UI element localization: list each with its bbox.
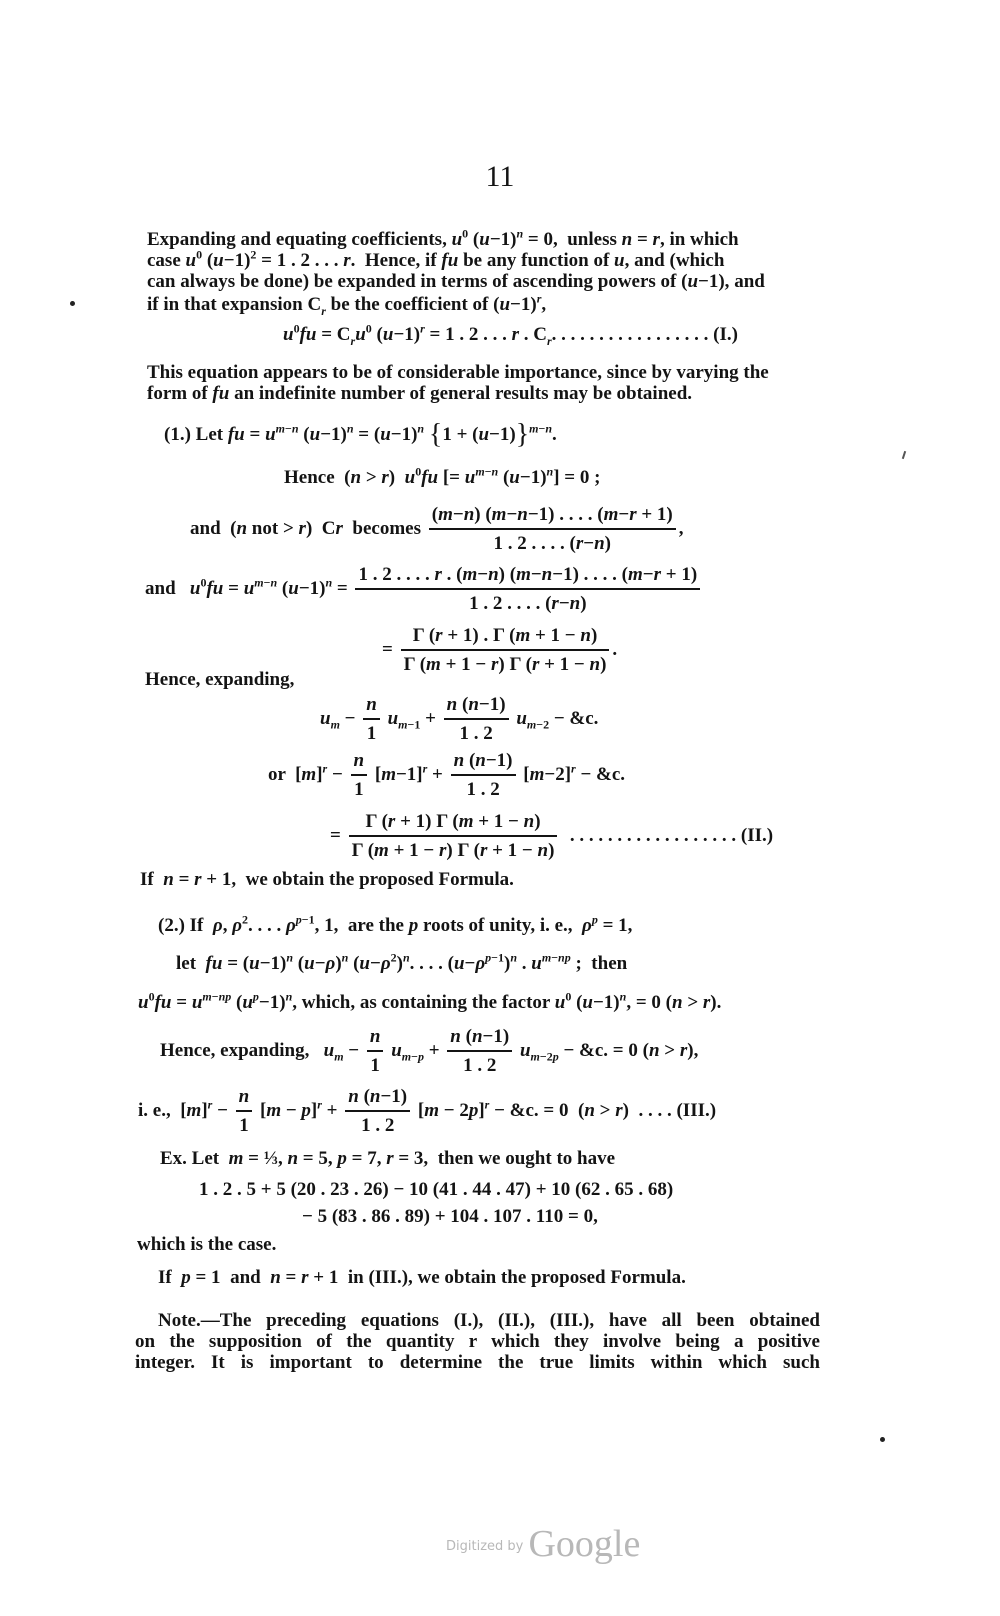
text-span: if in that expansion — [147, 294, 303, 315]
text-span: and (which — [634, 250, 725, 271]
text-line-1: Expanding and equating coefficients, $u^0$ $(u-1)^n = 0$, unless n = r, in which — [147, 226, 739, 250]
fraction: $\frac{(m-n) (m-n-1) . . . . (m-r + 1)}{1 . 2 . . . . (r-n)}$ — [429, 503, 676, 556]
fraction: $\frac{n}{1}$ — [363, 693, 380, 746]
text-span: then we ought to have — [437, 1148, 616, 1169]
note-line-1 — [158, 1310, 820, 1332]
text-span: &c. — [579, 1039, 609, 1061]
scan-speck — [880, 1437, 885, 1442]
text-span: then — [591, 953, 628, 974]
text-line-2: case $u^0$ $(u-1)^2 = 1$ . 2 . . . r. Hence, if fu be any function of u, and (which — [147, 247, 725, 271]
text-span: Hence — [284, 467, 335, 488]
text-span: (2.) If — [158, 915, 204, 936]
text-span: let — [176, 953, 197, 974]
text-span: which, as containing the factor — [301, 992, 550, 1013]
text-span: on the supposition of the quantity r which they involve being a positive — [135, 1331, 820, 1352]
text-span: we obtain the proposed Formula. — [245, 869, 514, 890]
text-span: &c. — [509, 1099, 539, 1121]
scan-speck — [70, 301, 75, 306]
text-span: 1 . 2 . 5 + 5 (20 . 23 . 26) − 10 (41 . 44 . 47) + 10 (62 . 65 . 68) — [199, 1179, 674, 1200]
text-span: case — [147, 250, 181, 271]
text-span: − 5 (83 . 86 . 89) + 104 . 107 . 110 = 0, — [302, 1206, 598, 1227]
if-n-r-line: If n = r + 1, we obtain the proposed Formula. — [140, 869, 514, 890]
scan-speck — [902, 451, 906, 459]
text-span: can always be done) be expanded in terms of ascending powers of — [147, 271, 677, 292]
equation-II: = $\frac{\Gamma (r + 1) \Gamma (m + 1 - n)}{\Gamma (m + 1 - r) \Gamma (r + 1 - n)}$ . . . . . . . . . . . . . . . . . . (II.) — [330, 811, 774, 861]
text-span: Ex. Let — [160, 1148, 220, 1169]
equation-III: i. e., $[m]^r$ − $\frac{n}{1}$ $[m - p]^r$ + $\frac{n (n-1)}{1 . 2}$ $[m - 2p]^r$ − &c. = 0 (n > r) . . . . (III.) — [138, 1086, 717, 1136]
section-1-hence: Hence (n > r) $u^0fu$ [= $u^{m-n}$ $(u-1)^n] = 0$ ; — [284, 464, 601, 488]
section-2-let: let fu = $(u-1)^n$ $(u-\rho)^n$ $(u-\rho^2)^n$. . . . $(u-\rho^{p-1})^n$ . $u^{m-np}$ ; then — [176, 950, 628, 974]
text-span: unless — [567, 229, 617, 250]
text-line-5 — [147, 362, 830, 384]
section-2-ufu: $u^0fu = u^{m-np}$ $(u^p-1)^n$, which, as containing the factor $u^0$ $(u-1)^n$, = 0 (n > r). — [138, 989, 722, 1013]
text-span: If — [158, 1267, 172, 1288]
fraction: $\frac{1 . 2 . . . . r . (m-n) (m-n-1) . . . . (m-r + 1)}{1 . 2 . . . . (r-n)}$ — [355, 563, 700, 616]
fraction: $\frac{\Gamma (r + 1) . \Gamma (m + 1 - n)}{\Gamma (m + 1 - r) \Gamma (r + 1 - n)}$ — [401, 624, 610, 677]
if-p-1-line: If p = 1 and n = r + 1 in (III.), we obtain the proposed Formula. — [158, 1267, 686, 1288]
page-number: 11 — [485, 160, 515, 193]
fraction: $\frac{n (n-1)}{1 . 2}$ — [444, 693, 509, 746]
example-line-2 — [302, 1206, 598, 1228]
section-2-hence: Hence, expanding, $u_m$ − $\frac{n}{1}$ $u_{m-p}$ + $\frac{n (n-1)}{1 . 2}$ $u_{m-2p}$ − &c. = 0 (n > r), — [160, 1026, 699, 1076]
text-span: or — [268, 763, 286, 785]
text-span: which is the case. — [137, 1234, 277, 1255]
text-span: be any function of — [463, 250, 610, 271]
text-span: becomes — [352, 517, 421, 539]
text-span: This equation appears to be of considerable importance, since by varying the — [147, 362, 769, 383]
fraction: $\frac{n (n-1)}{1 . 2}$ — [447, 1025, 512, 1078]
fraction: $\frac{\Gamma (r + 1) \Gamma (m + 1 - n)}{\Gamma (m + 1 - r) \Gamma (r + 1 - n)}$ — [349, 810, 558, 863]
text-span: &c. — [569, 707, 599, 729]
text-span: roots of unity, i. e., — [422, 915, 573, 936]
section-1-let: (1.) Let fu = $u^{m-n}$ $(u-1)^n = (u-1)^n$ $\{1 + (u-1)\}^{m-n}$. — [164, 419, 557, 450]
expansion-2: or $[m]^r$ − $\frac{n}{1}$ $[m-1]^r$ + $\frac{n (n-1)}{1 . 2}$ $[m-2]^r$ − &c. — [268, 750, 626, 800]
text-span: (1.) Let — [164, 424, 224, 445]
fraction: $\frac{n (n-1)}{1 . 2}$ — [345, 1085, 410, 1138]
text-span: be the coefficient of — [330, 294, 489, 315]
text-span: Hence, expanding, — [145, 669, 295, 690]
digitized-watermark — [446, 1522, 640, 1566]
equation-label: (II.) — [740, 824, 774, 846]
equation-I: $u^0fu = C_ru^0$ $(u-1)^r = 1$ . 2 . . . r . $C_r$. . . . . . . . . . . . . . . . . (I.) — [283, 321, 738, 348]
text-span: Hence, if — [364, 250, 437, 271]
text-span: are the — [347, 915, 404, 936]
equation-label: (III.) — [676, 1099, 717, 1121]
text-span: Hence, expanding, — [160, 1039, 310, 1061]
fraction: $\frac{n}{1}$ — [367, 1025, 384, 1078]
section-2-if: (2.) If ρ, $\rho^2$. . . . $\rho^{p-1}$, 1, are the p roots of unity, i. e., $\rho^p = 1$, — [158, 912, 633, 936]
note-line-2 — [135, 1331, 820, 1353]
text-span: and — [734, 271, 765, 292]
text-span: in which — [669, 229, 739, 250]
which-is-case — [137, 1234, 276, 1256]
fraction: $\frac{n}{1}$ — [236, 1085, 253, 1138]
text-line-6: form of fu an indefinite number of general results may be obtained. — [147, 383, 693, 404]
text-line-4: if in that expansion $C_r$ be the coefficient of $(u-1)^r$, — [147, 291, 547, 318]
text-span: i. e., — [138, 1099, 171, 1121]
text-span: If — [140, 869, 154, 890]
expansion-1: $u_m$ − $\frac{n}{1}$ $u_{m-1}$ + $\frac{n (n-1)}{1 . 2}$ $u_{m-2}$ − &c. — [320, 694, 599, 744]
text-span: Expanding and equating coefficients, — [147, 229, 447, 250]
google-logo: Google — [528, 1523, 641, 1565]
section-1-cr-becomes: and (n not > r) Cr becomes $\frac{(m-n) (m-n-1) . . . . (m-r + 1)}{1 . 2 . . . . (r-n)}$ , — [190, 504, 684, 554]
text-line-3: can always be done) be expanded in terms of ascending powers of (u−1), and — [147, 271, 765, 292]
hence-expanding — [145, 669, 294, 691]
text-span: and — [230, 1267, 261, 1288]
text-span: and — [190, 517, 221, 539]
text-span: &c. — [596, 763, 626, 785]
note-line-3 — [135, 1352, 820, 1374]
example-let: Ex. Let m = ⅓, n = 5, p = 7, r = 3, then we ought to have — [160, 1148, 616, 1169]
text-span: an indefinite number of general results may be obtained. — [234, 383, 693, 404]
section-1-and-ufu: and $u^0fu = u^{m-n}$ $(u-1)^n$ = $\frac{1 . 2 . . . . r . (m-n) (m-n-1) . . . . (m-r + 1)}{1 . 2 . . . . (r-n)}$ — [145, 563, 703, 616]
text-span: integer. It is important to determine the true limits within which such — [135, 1352, 820, 1373]
fraction: $\frac{n (n-1)}{1 . 2}$ — [451, 749, 516, 802]
text-span: in (III.), we obtain the proposed Formula. — [347, 1267, 686, 1288]
equation-label: (I.) — [713, 324, 738, 345]
digitized-text: Digitized by — [446, 1539, 524, 1554]
text-span: and — [145, 577, 176, 599]
section-1-gamma: = $\frac{\Gamma (r + 1) . \Gamma (m + 1 - n)}{\Gamma (m + 1 - r) \Gamma (r + 1 - n)}$ . — [382, 625, 618, 675]
text-span: form of — [147, 383, 208, 404]
text-span: Note.—The preceding equations (I.), (II.), (III.), have all been obtained — [158, 1310, 820, 1331]
example-line-1 — [199, 1179, 673, 1201]
fraction: $\frac{n}{1}$ — [351, 749, 368, 802]
